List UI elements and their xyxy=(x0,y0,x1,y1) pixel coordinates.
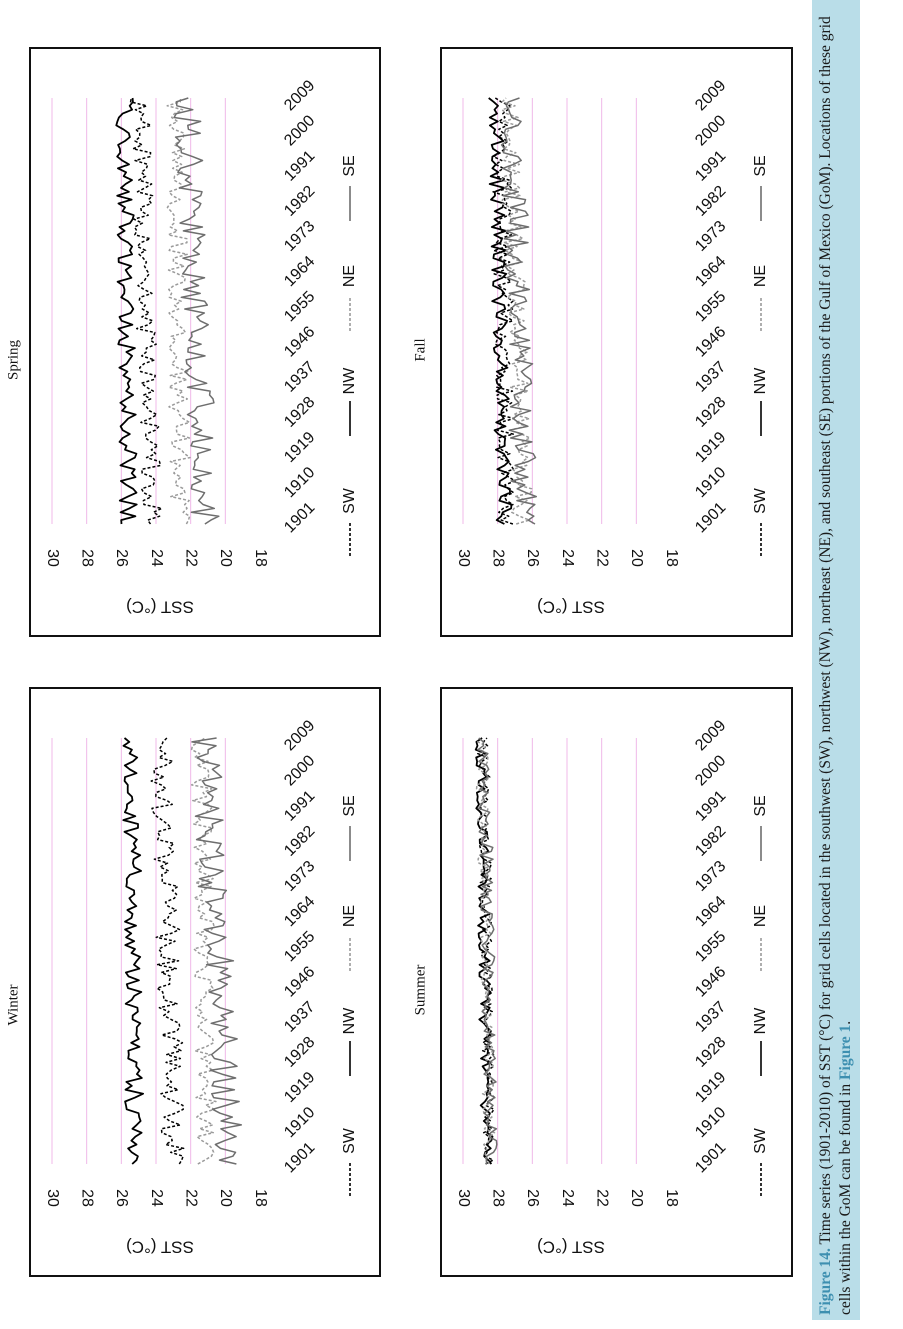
y-tick-label-28: 28 xyxy=(489,549,507,567)
x-tick-label-1973: 1973 xyxy=(692,857,730,896)
y-tick-label-22: 22 xyxy=(182,1189,200,1207)
legend-label-sw: SW xyxy=(752,488,770,514)
x-tick-label-1973: 1973 xyxy=(281,857,319,896)
y-axis-label: SST (°C) xyxy=(126,597,194,617)
chart-panel-fall xyxy=(412,48,792,636)
y-axis-label: SST (°C) xyxy=(537,1237,605,1257)
y-tick-label-20: 20 xyxy=(628,549,646,567)
caption-figure-link[interactable]: Figure 1 xyxy=(837,1024,854,1080)
x-tick-label-1991: 1991 xyxy=(281,147,319,185)
x-tick-label-1937: 1937 xyxy=(281,998,319,1036)
panel-frame xyxy=(30,688,380,1276)
y-tick-label-18: 18 xyxy=(251,549,269,567)
legend-label-sw: SW xyxy=(752,1128,770,1154)
x-tick-label-1955: 1955 xyxy=(692,928,730,966)
x-tick-label-1901: 1901 xyxy=(281,1139,319,1177)
y-tick-label-20: 20 xyxy=(217,1189,235,1207)
series-line-sw xyxy=(493,98,515,524)
series-line-nw xyxy=(116,98,136,524)
x-tick-label-1910: 1910 xyxy=(281,1104,319,1142)
caption-label: Figure 14. xyxy=(817,1248,834,1315)
y-tick-label-30: 30 xyxy=(43,1189,61,1207)
panel-title: Winter xyxy=(5,984,22,1026)
figure-caption xyxy=(816,5,856,1315)
x-tick-label-1901: 1901 xyxy=(281,499,319,537)
x-tick-label-2000: 2000 xyxy=(692,752,730,790)
y-tick-label-26: 26 xyxy=(113,549,131,567)
panel-title: Fall xyxy=(412,338,429,362)
x-tick-label-1919: 1919 xyxy=(692,1068,730,1107)
legend-label-ne: NE xyxy=(341,904,359,928)
x-tick-label-1928: 1928 xyxy=(281,393,319,431)
x-tick-label-1946: 1946 xyxy=(281,963,319,1001)
legend-label-se: SE xyxy=(341,795,359,817)
y-tick-label-24: 24 xyxy=(558,1189,576,1207)
x-tick-label-1937: 1937 xyxy=(692,998,730,1036)
x-tick-label-1928: 1928 xyxy=(692,393,730,431)
x-tick-label-1991: 1991 xyxy=(692,147,730,185)
legend-label-ne: NE xyxy=(752,904,770,928)
legend-label-se: SE xyxy=(341,155,359,177)
x-tick-label-1937: 1937 xyxy=(281,358,319,396)
legend-label-nw: NW xyxy=(341,367,359,395)
y-axis-label: SST (°C) xyxy=(126,1237,194,1257)
caption-text: Time series (1901-2010) of SST (°C) for grid cells located in the southwest (SW), northwest (NW), northeast (NE), and southeast (SE) portions of the Gulf of Mexico (GoM). Locations of these grid cells within the GoM can be found in xyxy=(817,16,854,1315)
y-axis-label: SST (°C) xyxy=(537,597,605,617)
x-tick-label-1910: 1910 xyxy=(692,464,730,502)
x-tick-label-1982: 1982 xyxy=(692,822,730,860)
x-tick-label-1973: 1973 xyxy=(281,217,319,256)
x-tick-label-2000: 2000 xyxy=(692,112,730,150)
series-line-nw xyxy=(123,738,143,1164)
legend-label-sw: SW xyxy=(341,488,359,514)
series-line-ne xyxy=(167,98,190,524)
y-tick-label-26: 26 xyxy=(524,549,542,567)
y-tick-label-22: 22 xyxy=(593,549,611,567)
y-tick-label-30: 30 xyxy=(454,549,472,567)
panel-title: Summer xyxy=(412,964,429,1016)
x-tick-label-1973: 1973 xyxy=(692,217,730,256)
x-tick-label-2000: 2000 xyxy=(281,752,319,790)
legend-label-ne: NE xyxy=(752,264,770,288)
y-tick-label-20: 20 xyxy=(628,1189,646,1207)
y-tick-label-28: 28 xyxy=(78,1189,96,1207)
y-tick-label-24: 24 xyxy=(558,549,576,567)
series-line-ne xyxy=(192,738,216,1164)
x-tick-label-1919: 1919 xyxy=(692,428,730,467)
y-tick-label-30: 30 xyxy=(43,549,61,567)
x-tick-label-1919: 1919 xyxy=(281,1068,319,1107)
y-tick-label-30: 30 xyxy=(454,1189,472,1207)
x-tick-label-1964: 1964 xyxy=(692,252,730,291)
y-tick-label-18: 18 xyxy=(662,549,680,567)
x-tick-label-1928: 1928 xyxy=(281,1033,319,1071)
legend-label-se: SE xyxy=(752,155,770,177)
legend-label-se: SE xyxy=(752,795,770,817)
legend-label-nw: NW xyxy=(341,1007,359,1035)
panel-frame xyxy=(441,688,792,1276)
legend-label-ne: NE xyxy=(341,264,359,288)
caption-end: . xyxy=(837,1020,854,1025)
series-line-sw xyxy=(131,98,162,524)
x-tick-label-1928: 1928 xyxy=(692,1033,730,1071)
y-tick-label-22: 22 xyxy=(593,1189,611,1207)
x-tick-label-1910: 1910 xyxy=(692,1104,730,1142)
panel-frame xyxy=(441,48,792,636)
y-tick-label-22: 22 xyxy=(182,549,200,567)
y-tick-label-28: 28 xyxy=(78,549,96,567)
x-tick-label-1946: 1946 xyxy=(281,323,319,361)
x-tick-label-1901: 1901 xyxy=(692,499,730,537)
x-tick-label-2000: 2000 xyxy=(281,112,319,150)
chart-panel-winter xyxy=(5,688,380,1276)
legend-label-sw: SW xyxy=(341,1128,359,1154)
x-tick-label-1937: 1937 xyxy=(692,358,730,396)
x-tick-label-1991: 1991 xyxy=(281,787,319,825)
y-tick-label-24: 24 xyxy=(147,549,165,567)
x-tick-label-1964: 1964 xyxy=(281,252,319,291)
chart-panel-spring xyxy=(5,48,380,636)
x-tick-label-1991: 1991 xyxy=(692,787,730,825)
y-tick-label-18: 18 xyxy=(251,1189,269,1207)
x-tick-label-1919: 1919 xyxy=(281,428,319,467)
chart-panel-summer xyxy=(412,688,792,1276)
x-tick-label-1964: 1964 xyxy=(692,892,730,931)
panel-title: Spring xyxy=(5,339,22,381)
x-tick-label-1901: 1901 xyxy=(692,1139,730,1177)
y-tick-label-20: 20 xyxy=(217,549,235,567)
legend-label-nw: NW xyxy=(752,1007,770,1035)
x-tick-label-1946: 1946 xyxy=(692,963,730,1001)
x-tick-label-1955: 1955 xyxy=(281,288,319,326)
x-tick-label-2009: 2009 xyxy=(692,717,730,755)
x-tick-label-1982: 1982 xyxy=(281,182,319,220)
y-tick-label-28: 28 xyxy=(489,1189,507,1207)
x-tick-label-1982: 1982 xyxy=(281,822,319,860)
y-tick-label-26: 26 xyxy=(524,1189,542,1207)
x-tick-label-2009: 2009 xyxy=(692,77,730,115)
x-tick-label-1910: 1910 xyxy=(281,464,319,502)
x-tick-label-2009: 2009 xyxy=(281,77,319,115)
x-tick-label-1955: 1955 xyxy=(692,288,730,326)
x-tick-label-1964: 1964 xyxy=(281,892,319,931)
y-tick-label-26: 26 xyxy=(113,1189,131,1207)
x-tick-label-2009: 2009 xyxy=(281,717,319,755)
x-tick-label-1946: 1946 xyxy=(692,323,730,361)
legend-label-nw: NW xyxy=(752,367,770,395)
panel-frame xyxy=(30,48,380,636)
y-tick-label-24: 24 xyxy=(147,1189,165,1207)
x-tick-label-1955: 1955 xyxy=(281,928,319,966)
x-tick-label-1982: 1982 xyxy=(692,182,730,220)
y-tick-label-18: 18 xyxy=(662,1189,680,1207)
series-line-se xyxy=(478,738,497,1164)
